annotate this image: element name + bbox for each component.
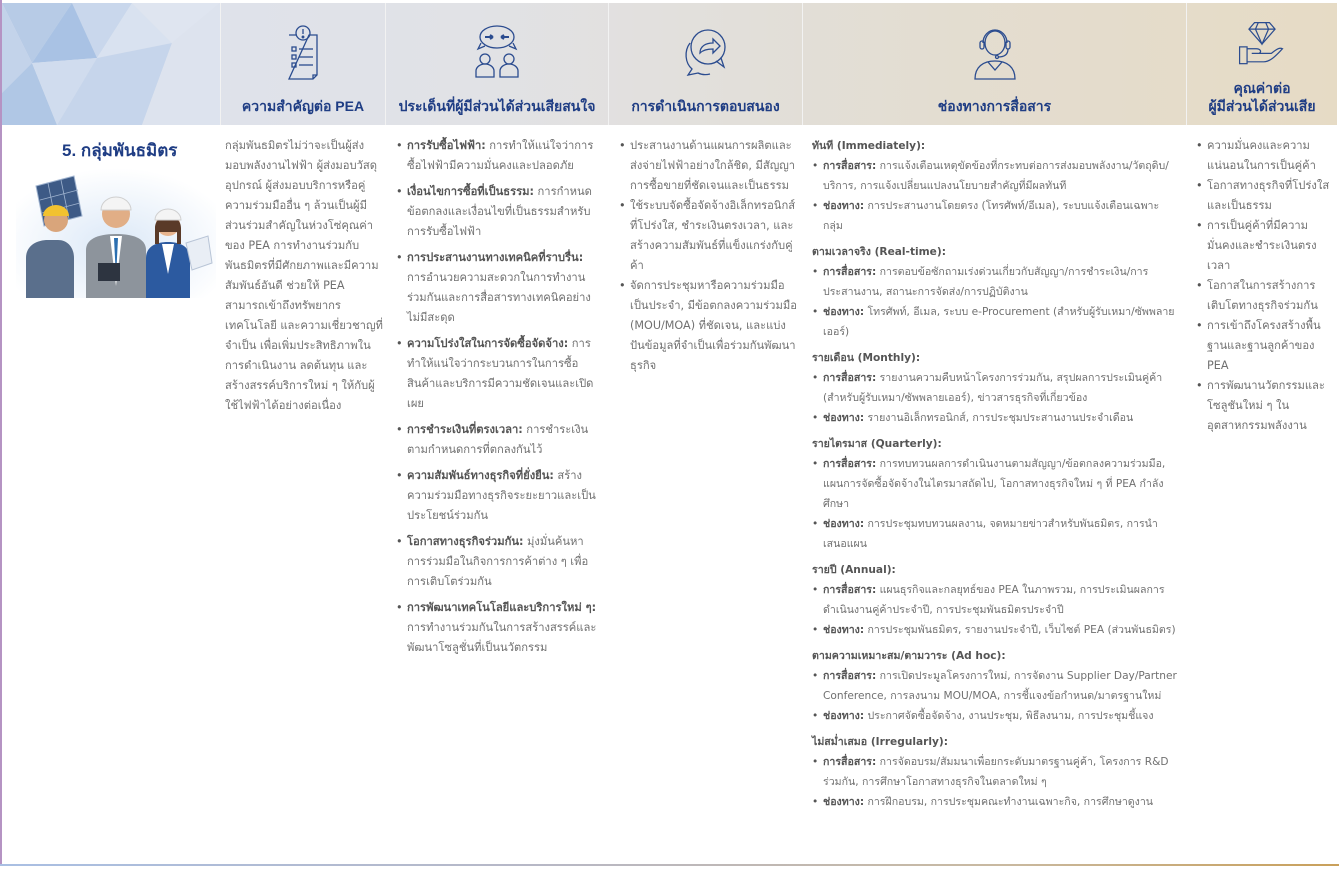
header-response <box>608 3 802 125</box>
value-item: • การเข้าถึงโครงสร้างพื้นฐานและฐานลูกค้าของ PEA <box>1196 316 1336 376</box>
group-title: 5. กลุ่มพันธมิตร <box>62 141 178 160</box>
header-title-response: การดำเนินการตอบสนอง <box>631 98 780 114</box>
communication-item: • การสื่อสาร: การแจ้งเตือนเหตุขัดข้องที่กระทบต่อการส่งมอบพลังงาน/วัตถุดิบ/บริการ, การแจ้งเปลี่ยนแปลงนโยบายสำคัญที่มีผลทันที <box>812 156 1178 196</box>
people-discussion-icon <box>467 23 527 83</box>
polygon-decoration <box>2 3 220 125</box>
communication-item: • การสื่อสาร: รายงานความคืบหน้าโครงการร่วมกัน, สรุปผลการประเมินคู่ค้า (สำหรับผู้รับเหมา/ซัพพลายเออร์), ข่าวสารธุรกิจที่เกี่ยวข้อง <box>812 368 1178 408</box>
issue-item: • ความโปร่งใสในการจัดซื้อจัดจ้าง: การทำให้แน่ใจว่ากระบวนการในการซื้อสินค้าและบริการมีความชัดเจนและเปิดเผย <box>396 334 601 414</box>
issue-item: • การรับซื้อไฟฟ้า: การทำให้แน่ใจว่าการซื้อไฟฟ้ามีความมั่นคงและปลอดภัย <box>396 136 601 176</box>
value-item: • ความมั่นคงและความแน่นอนในการเป็นคู่ค้า <box>1196 136 1336 176</box>
value-item: • โอกาสในการสร้างการเติบโตทางธุรกิจร่วมกัน <box>1196 276 1336 316</box>
header-issues <box>385 3 608 125</box>
chat-reply-icon <box>676 23 736 83</box>
frequency-heading: ตามเวลาจริง (Real-time): <box>812 246 946 258</box>
issue-item: • ความสัมพันธ์ทางธุรกิจที่ยั่งยืน: สร้างความร่วมมือทางธุรกิจระยะยาวและเป็นประโยชน์ร่วมกัน <box>396 466 601 526</box>
frequency-heading: ทันที (Immediately): <box>812 140 926 152</box>
left-accent-bar <box>0 0 2 866</box>
channel-item: • ช่องทาง: ประกาศจัดซื้อจัดจ้าง, งานประชุม, พิธีลงนาม, การประชุมชี้แจง <box>812 706 1178 726</box>
header-title-issues: ประเด็นที่ผู้มีส่วนได้ส่วนเสียสนใจ <box>398 98 596 114</box>
communication-item: • การสื่อสาร: การทบทวนผลการดำเนินงานตามสัญญา/ข้อตกลงความร่วมมือ, แผนการจัดซื้อจัดจ้างในไตรมาสถัดไป, โอกาสทางธุรกิจใหม่ ๆ ที่ PEA กำลังศึกษา <box>812 454 1178 514</box>
communication-item: • การสื่อสาร: การจัดอบรม/สัมมนาเพื่อยกระดับมาตรฐานคู่ค้า, โครงการ R&D ร่วมกัน, การศึกษาโอกาสทางธุรกิจในตลาดใหม่ ๆ <box>812 752 1178 792</box>
issue-item: • การชำระเงินที่ตรงเวลา: การชำระเงินตามกำหนดการที่ตกลงกันไว้ <box>396 420 601 460</box>
response-item: • ใช้ระบบจัดซื้อจัดจ้างอิเล็กทรอนิกส์ที่โปร่งใส, ชำระเงินตรงเวลา, และสร้างความสัมพันธ์ที่แข็งแกร่งกับคู่ค้า <box>619 196 797 276</box>
partners-illustration <box>16 168 216 298</box>
importance-paragraph: กลุ่มพันธมิตรไม่ว่าจะเป็นผู้ส่งมอบพลังงานไฟฟ้า ผู้ส่งมอบวัสดุอุปกรณ์ ผู้ส่งมอบบริการหรือคู่ความร่วมมืออื่น ๆ ล้วนเป็นผู้มีส่วนร่วมสำคัญในห่วงโซ่คุณค่าของ PEA การทำงานร่วมกับพันธมิตรที่มีศักยภาพและมีความสัมพันธ์อันดี ช่วยให้ PEA สามารถเข้าถึงทรัพยากร เทคโนโลยี และความเชี่ยวชาญที่จำเป็น เพื่อเพิ่มประสิทธิภาพในการดำเนินงาน ลดต้นทุน และสร้างสรรค์บริการใหม่ ๆ ให้กับผู้ใช้ไฟฟ้าได้อย่างต่อเนื่อง <box>225 139 383 412</box>
issue-item: • โอกาสทางธุรกิจร่วมกัน: มุ่งมั่นค้นหาการร่วมมือในกิจการการค้าต่าง ๆ เพื่อการเติบโตร่วมกัน <box>396 532 601 592</box>
frequency-heading: รายเดือน (Monthly): <box>812 352 921 364</box>
issue-item: • การประสานงานทางเทคนิคที่ราบรื่น: การอำนวยความสะดวกในการทำงานร่วมกันและการสื่อสารทางเทคนิคอย่างไม่มีสะดุด <box>396 248 601 328</box>
channel-item: • ช่องทาง: การประสานงานโดยตรง (โทรศัพท์/อีเมล), ระบบแจ้งเตือนเฉพาะกลุ่ม <box>812 196 1178 236</box>
channel-item: • ช่องทาง: โทรศัพท์, อีเมล, ระบบ e-Procurement (สำหรับผู้รับเหมา/ซัพพลายเออร์) <box>812 302 1178 342</box>
header-importance <box>220 3 385 125</box>
channel-item: • ช่องทาง: การประชุมทบทวนผลงาน, จดหมายข่าวสำหรับพันธมิตร, การนำเสนอแผน <box>812 514 1178 554</box>
header-value <box>1186 3 1337 125</box>
diamond-hand-icon <box>1234 17 1290 73</box>
channel-item: • ช่องทาง: รายงานอิเล็กทรอนิกส์, การประชุมประสานงานประจำเดือน <box>812 408 1178 428</box>
response-item: • จัดการประชุมหารือความร่วมมือเป็นประจำ, มีข้อตกลงความร่วมมือ (MOU/MOA) ที่ชัดเจน, และแบ่งปันข้อมูลที่จำเป็นเพื่อร่วมกันพัฒนาธุรกิจ <box>619 276 797 376</box>
header-title-channels: ช่องทางการสื่อสาร <box>937 98 1052 114</box>
issues-column <box>396 136 601 664</box>
issue-item: • การพัฒนาเทคโนโลยีและบริการใหม่ ๆ: การทำงานร่วมกันในการสร้างสรรค์และพัฒนาโซลูชั่นที่เป็นนวัตกรรม <box>396 598 601 658</box>
frequency-heading: ไม่สม่ำเสมอ (Irregularly): <box>812 736 948 748</box>
header-title-importance: ความสำคัญต่อ PEA <box>241 98 365 114</box>
value-item: • โอกาสทางธุรกิจที่โปร่งใสและเป็นธรรม <box>1196 176 1336 216</box>
channels-column <box>812 136 1178 812</box>
header-title-value-line1: คุณค่าต่อ <box>1233 80 1291 96</box>
headset-operator-icon <box>965 23 1025 83</box>
header-channels <box>802 3 1186 125</box>
response-column <box>619 136 797 376</box>
header-title-value-line2: ผู้มีส่วนได้ส่วนเสีย <box>1208 98 1316 114</box>
value-column <box>1196 136 1336 436</box>
frequency-heading: รายไตรมาส (Quarterly): <box>812 438 942 450</box>
importance-text <box>225 136 383 416</box>
bottom-divider <box>0 864 1339 866</box>
table-header <box>2 3 1337 125</box>
response-item: • ประสานงานด้านแผนการผลิตและส่งจ่ายไฟฟ้าอย่างใกล้ชิด, มีสัญญาการซื้อขายที่ชัดเจนและเป็นธรรม <box>619 136 797 196</box>
checklist-alert-icon <box>273 23 333 83</box>
value-item: • การเป็นคู่ค้าที่มีความมั่นคงและชำระเงินตรงเวลา <box>1196 216 1336 276</box>
communication-item: • การสื่อสาร: แผนธุรกิจและกลยุทธ์ของ PEA ในภาพรวม, การประเมินผลการดำเนินงานคู่ค้าประจำปี, การประชุมพันธมิตรประจำปี <box>812 580 1178 620</box>
issue-item: • เงื่อนไขการซื้อที่เป็นธรรม: การกำหนดข้อตกลงและเงื่อนไขที่เป็นธรรมสำหรับการรับซื้อไฟฟ้า <box>396 182 601 242</box>
header-title-value <box>1187 79 1337 115</box>
frequency-heading: ตามความเหมาะสม/ตามวาระ (Ad hoc): <box>812 650 1006 662</box>
value-item: • การพัฒนานวัตกรรมและโซลูชันใหม่ ๆ ในอุตสาหกรรมพลังงาน <box>1196 376 1336 436</box>
channel-item: • ช่องทาง: การฝึกอบรม, การประชุมคณะทำงานเฉพาะกิจ, การศึกษาดูงาน <box>812 792 1178 812</box>
channel-item: • ช่องทาง: การประชุมพันธมิตร, รายงานประจำปี, เว็บไซต์ PEA (ส่วนพันธมิตร) <box>812 620 1178 640</box>
communication-item: • การสื่อสาร: การตอบข้อซักถามเร่งด่วนเกี่ยวกับสัญญา/การชำระเงิน/การประสานงาน, สถานะการจัดส่ง/การปฏิบัติงาน <box>812 262 1178 302</box>
frequency-heading: รายปี (Annual): <box>812 564 896 576</box>
communication-item: • การสื่อสาร: การเปิดประมูลโครงการใหม่, การจัดงาน Supplier Day/Partner Conference, การลงนาม MOU/MOA, การชี้แจงข้อกำหนด/มาตรฐานใหม่ <box>812 666 1178 706</box>
